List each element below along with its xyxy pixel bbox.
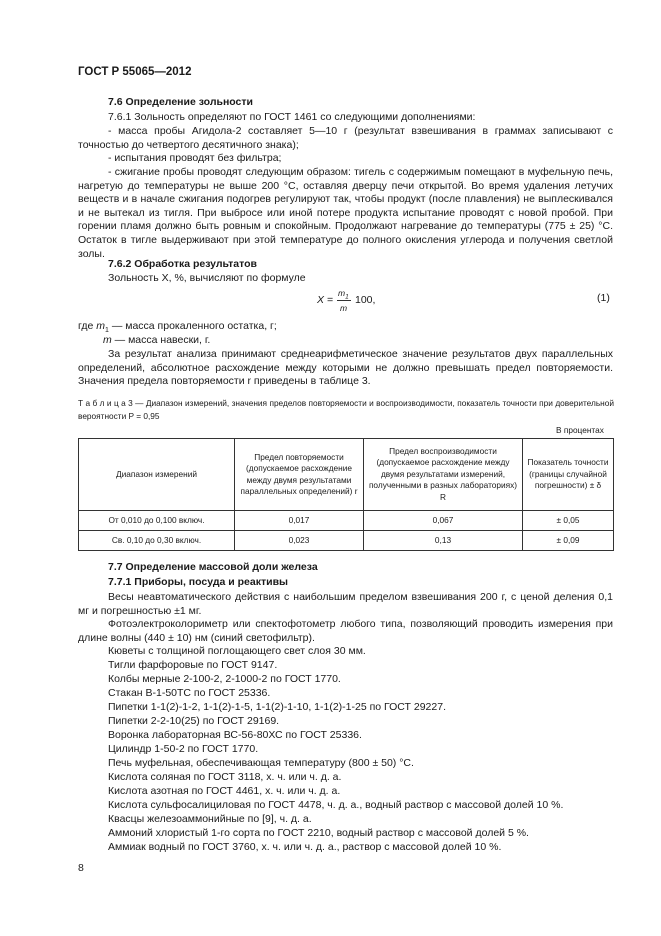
list-item: Аммоний хлористый 1-го сорта по ГОСТ 2210, водный раствор с массовой долей 5 %.	[108, 827, 529, 839]
list-item: Воронка лабораторная ВС-56-80ХС по ГОСТ 25336.	[108, 729, 362, 741]
where-m1: где $m_1$ — масса прокаленного остатка, г;	[78, 320, 277, 335]
cell-delta: ± 0,09	[523, 531, 614, 551]
list-item: Печь муфельная, обеспечивающая температуру (800 ± 50) °С.	[108, 757, 414, 769]
th-range: Диапазон измерений	[79, 439, 235, 511]
table-3-units: В процентах	[556, 425, 604, 435]
where-m: m — масса навески, г.	[103, 334, 211, 346]
cell-r: 0,023	[235, 531, 364, 551]
cell-R: 0,067	[364, 511, 523, 531]
item-photometer: Фотоэлектроколориметр или спектофотометр любого типа, позволяющий проводить измерения при длине волны (440 ± 10) нм (синий светофильтр).	[78, 618, 613, 644]
list-item: Пипетки 1-1(2)-1-2, 1-1(2)-1-5, 1-1(2)-1-10, 1-1(2)-1-25 по ГОСТ 29227.	[108, 701, 446, 713]
list-item: Цилиндр 1-50-2 по ГОСТ 1770.	[108, 743, 259, 755]
table-3	[78, 438, 614, 551]
formula-number: (1)	[597, 292, 610, 304]
list-item: Кислота азотная по ГОСТ 4461, х. ч. или ч. д. а.	[108, 785, 341, 797]
bullet-no-filter: - испытания проводят без фильтра;	[108, 152, 282, 164]
section-7-7-1-title: 7.7.1 Приборы, посуда и реактивы	[108, 576, 288, 588]
list-item: Стакан В-1-50ТС по ГОСТ 25336.	[108, 687, 271, 699]
cell-delta: ± 0,05	[523, 511, 614, 531]
fraction-numerator: $m_1$	[338, 288, 349, 301]
cell-range: Св. 0,10 до 0,30 включ.	[79, 531, 235, 551]
list-item: Кислота сульфосалициловая по ГОСТ 4478, ч. д. а., водный раствор с массовой долей 10 %.	[108, 799, 564, 811]
list-item: Пипетки 2-2-10(25) по ГОСТ 29169.	[108, 715, 280, 727]
fraction-bar	[337, 300, 351, 301]
formula-lhs: X =	[317, 294, 334, 306]
paragraph-7-6-1: 7.6.1 Зольность определяют по ГОСТ 1461 со следующими дополнениями:	[108, 111, 476, 123]
bullet-burning: - сжигание пробы проводят следующим образом: тигель с содержимым помещают в муфельную печь, нагретую до температуры не выше 200 °С, оставляя дверцу печи открытой. Во время удаления летучих веществ и в начале сжигания подогрев регулируют так, чтобы продукт (после плавления) не выплескивался и не вытекал из тигля. При выбросе или иной потере продукта испытание проводят с новой пробой. При горении пламя должно быть ровным и спокойным. Продолжают нагревание до температуры (775 ± 25) °С. Остаток в тигле выдерживают при этой температуре до полного окисления углерода и получения светлой золы.	[78, 166, 613, 260]
table-header-row	[79, 439, 614, 511]
section-7-7-title: 7.7 Определение массовой доли железа	[108, 561, 318, 573]
table-row	[79, 531, 614, 551]
running-header: ГОСТ Р 55065—2012	[78, 66, 192, 78]
list-item: Кислота соляная по ГОСТ 3118, х. ч. или ч. д. а.	[108, 771, 342, 783]
formula-intro: Зольность X, %, вычисляют по формуле	[108, 272, 306, 284]
list-item: Кюветы с толщиной поглощающего свет слоя 30 мм.	[108, 645, 366, 657]
th-reproducibility: Предел воспроизводимости (допускаемое расхождение между двумя результатами измерений, полученными в разных лабораториях) R	[364, 439, 523, 511]
section-7-6-title: 7.6 Определение зольности	[108, 96, 253, 108]
bullet-sample-mass: - масса пробы Агидола-2 составляет 5—10 г (результат взвешивания в граммах записывают с точностью до четвертого десятичного знака);	[78, 125, 613, 151]
list-item: Колбы мерные 2-100-2, 2-1000-2 по ГОСТ 1770.	[108, 673, 341, 685]
th-repeatability: Предел повторяемости (допускаемое расхождение между двумя результатами параллельных определений) r	[235, 439, 364, 511]
th-accuracy: Показатель точности (границы случайной погрешности) ± δ	[523, 439, 614, 511]
item-scales: Весы неавтоматического действия с наибольшим пределом взвешивания 200 г, с ценой деления 0,1 мг и погрешностью ±1 мг.	[78, 591, 613, 617]
table-row	[79, 511, 614, 531]
cell-R: 0,13	[364, 531, 523, 551]
list-item: Квасцы железоаммонийные по [9], ч. д. а.	[108, 813, 312, 825]
cell-r: 0,017	[235, 511, 364, 531]
section-7-6-2-title: 7.6.2 Обработка результатов	[108, 258, 257, 270]
fraction-denominator: m	[340, 303, 348, 313]
page-number: 8	[78, 862, 84, 874]
paragraph-result: За результат анализа принимают среднеарифметическое значение результатов двух параллельных определений, абсолютное расхождение между которыми не должно превышать предел повторяемости. Значения предела повторяемости r приведены в таблице 3.	[78, 348, 613, 388]
list-item: Аммиак водный по ГОСТ 3760, х. ч. или ч. д. а., раствор с массовой долей 10 %.	[108, 841, 502, 853]
cell-range: От 0,010 до 0,100 включ.	[79, 511, 235, 531]
list-item: Тигли фарфоровые по ГОСТ 9147.	[108, 659, 278, 671]
formula-rhs: 100,	[355, 294, 376, 306]
table-3-caption: Т а б л и ц а 3 — Диапазон измерений, значения пределов повторяемости и воспроизводимости, показатель точности при доверительной вероятности P = 0,95	[78, 398, 614, 421]
